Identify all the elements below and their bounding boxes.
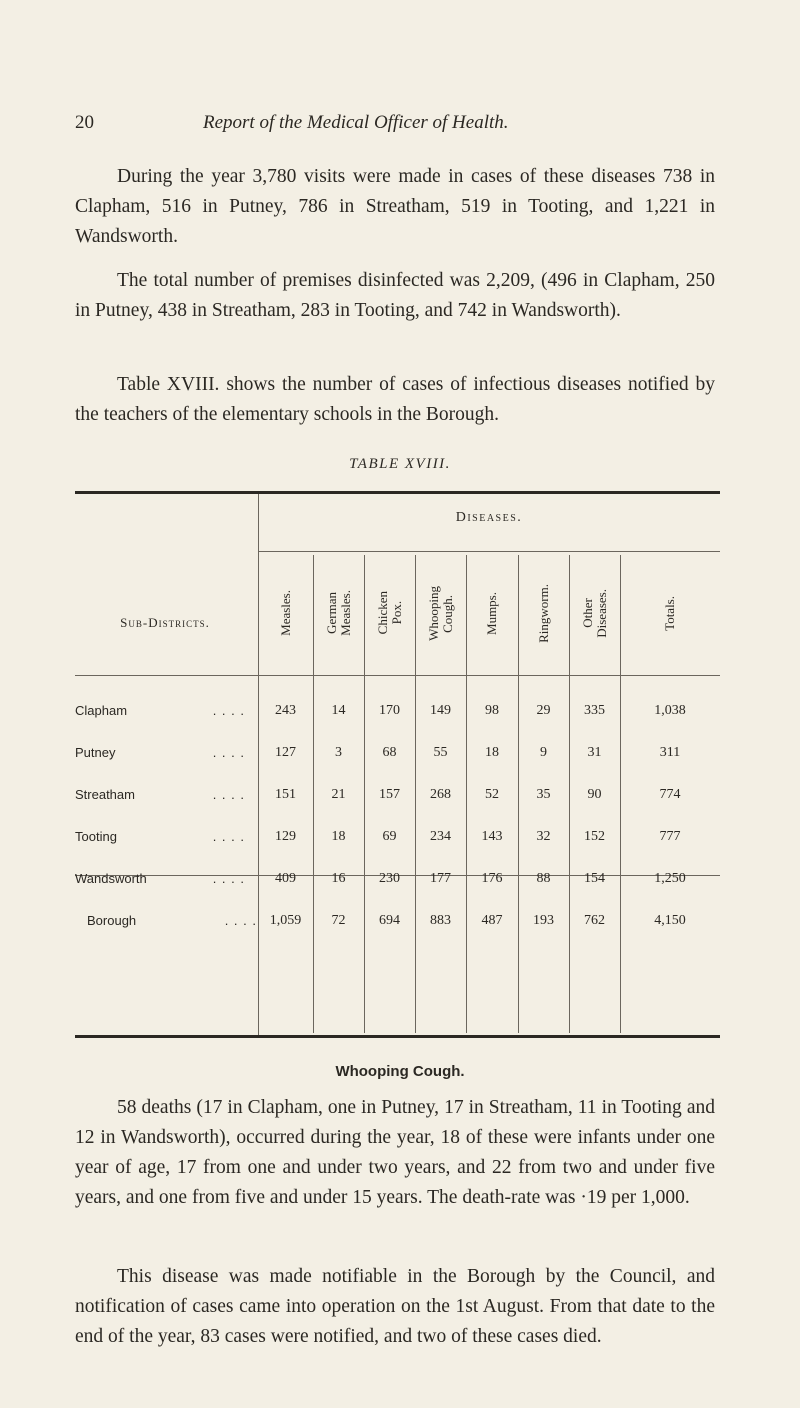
column-header-label: Measles. — [277, 590, 293, 636]
leader-dots: . . . . — [212, 745, 245, 760]
table-cell: 32 — [536, 829, 551, 844]
table-cell: 14 — [331, 703, 346, 718]
section-heading: Whooping Cough. — [335, 1063, 465, 1080]
leader-dots: . . . . — [212, 703, 245, 718]
table-cell: 3 — [335, 745, 342, 760]
table-cell: 16 — [331, 871, 346, 886]
table-cell: 193 — [533, 913, 554, 928]
table-cell: 129 — [275, 829, 296, 844]
table-cell: 9 — [540, 745, 547, 760]
table-cell: 52 — [485, 787, 499, 802]
table-cell: 268 — [430, 787, 451, 802]
table-cell: 35 — [536, 787, 551, 802]
column-header — [415, 558, 466, 668]
column-divider — [313, 555, 314, 1033]
table-cell: 230 — [379, 871, 400, 886]
leader-dots: . . . . — [212, 787, 245, 802]
table-cell: 883 — [430, 913, 451, 928]
header-rule — [75, 675, 720, 676]
table-cell: 152 — [584, 829, 605, 844]
row-label — [75, 745, 253, 760]
column-header — [313, 558, 364, 668]
column-header — [569, 558, 620, 668]
column-header-label: Whooping Cough. — [425, 585, 455, 641]
column-divider — [569, 555, 570, 1033]
column-header-label: German Measles. — [323, 590, 353, 636]
table-cell: 55 — [433, 745, 448, 760]
table-cell: 31 — [587, 745, 602, 760]
sub-districts-header: Sub-Districts. — [120, 615, 210, 630]
table-cell: 88 — [536, 871, 551, 886]
table-cell: 154 — [584, 871, 605, 886]
table-cell: 176 — [481, 871, 503, 886]
table-cell: 335 — [584, 703, 605, 718]
row-label-text: Wandsworth — [75, 871, 147, 886]
table-cell: 1,038 — [654, 703, 686, 718]
column-header — [258, 558, 313, 668]
row-label-text: Borough — [87, 913, 137, 928]
row-label-text: Tooting — [75, 829, 117, 844]
column-divider — [364, 555, 365, 1033]
table-cell: 243 — [275, 703, 296, 718]
table-cell: 170 — [379, 703, 400, 718]
table-cell: 90 — [587, 787, 602, 802]
row-label-text: Streatham — [75, 787, 135, 802]
table-cell: 18 — [485, 745, 499, 760]
column-divider — [620, 555, 621, 1033]
leader-dots: . . . . — [212, 871, 245, 886]
table-cell: 177 — [430, 871, 451, 886]
table-cell: 4,150 — [654, 913, 686, 928]
table-cell: 151 — [275, 787, 296, 802]
table-cell: 774 — [659, 787, 681, 802]
paragraph-deaths: 58 deaths (17 in Clapham, one in Putney, 17 in Streatham, 11 in Tooting and 12 in Wandsworth), occurred during the year, 18 of these were infants under one year of age, 17 from one and under two years, and 22 from two and under five years, and one from five and under 15 years. The death-rate was ·19 per 1,000. — [75, 1097, 715, 1208]
row-label — [75, 787, 253, 802]
column-header-label: Other Diseases. — [579, 588, 609, 638]
row-label — [75, 913, 265, 928]
table-title: TABLE XVIII. — [349, 456, 451, 472]
diseases-group-header: Diseases. — [455, 510, 523, 525]
column-header — [518, 558, 569, 668]
table-cell: 69 — [382, 829, 397, 844]
table-cell: 762 — [584, 913, 605, 928]
page-number: 20 — [75, 112, 94, 133]
table-cell: 157 — [379, 787, 400, 802]
column-header-label: Chicken Pox. — [374, 591, 404, 635]
paragraph-table-intro: Table XVIII. shows the number of cases of infectious diseases notified by the teachers of the elementary schools in the Borough. — [75, 374, 715, 425]
column-header-label: Mumps. — [484, 591, 499, 635]
table-cell: 1,250 — [654, 871, 686, 886]
table-cell: 777 — [659, 829, 681, 844]
table-cell: 234 — [430, 829, 451, 844]
table-cell: 487 — [481, 913, 503, 928]
table-cell: 21 — [331, 787, 346, 802]
column-divider — [415, 555, 416, 1033]
paragraph-visits: During the year 3,780 visits were made in cases of these diseases 738 in Clapham, 516 in Putney, 786 in Streatham, 519 in Tooting, and 1,221 in Wandsworth. — [75, 166, 715, 247]
table-top-rule — [75, 491, 720, 494]
column-header — [466, 558, 518, 668]
column-divider — [518, 555, 519, 1033]
table-cell: 29 — [536, 703, 551, 718]
column-header-label: Ringworm. — [535, 583, 551, 643]
table-bottom-rule — [75, 1035, 720, 1038]
column-header — [620, 558, 720, 668]
table-cell: 68 — [382, 745, 397, 760]
row-label-text: Putney — [75, 745, 116, 760]
table-cell: 1,059 — [269, 913, 302, 928]
paragraph-disinfection: The total number of premises disinfected was 2,209, (496 in Clapham, 250 in Putney, 438 in Streatham, 283 in Tooting, and 742 in Wandsworth). — [75, 270, 715, 321]
row-label — [75, 871, 253, 886]
table-cell: 409 — [275, 871, 296, 886]
diseases-rule — [258, 551, 720, 552]
table-cell: 143 — [481, 829, 503, 844]
row-label — [75, 829, 253, 844]
table-cell: 694 — [379, 913, 400, 928]
row-label — [75, 703, 253, 718]
column-divider — [466, 555, 467, 1033]
table-cell: 72 — [331, 913, 346, 928]
table-cell: 311 — [659, 745, 681, 760]
leader-dots: . . . . — [212, 829, 245, 844]
leader-dots: . . . . — [224, 913, 257, 928]
row-label-text: Clapham — [75, 703, 128, 718]
table-cell: 127 — [275, 745, 296, 760]
table-cell: 149 — [430, 703, 451, 718]
column-header — [364, 558, 415, 668]
column-header-label: Totals. — [662, 595, 677, 631]
table-cell: 18 — [331, 829, 346, 844]
paragraph-notification: This disease was made notifiable in the Borough by the Council, and notification of cases came into operation on the 1st August. From that date to the end of the year, 83 cases were notified, and two of these cases died. — [75, 1266, 715, 1347]
table-cell: 98 — [485, 703, 499, 718]
running-title: Report of the Medical Officer of Health. — [203, 112, 509, 133]
